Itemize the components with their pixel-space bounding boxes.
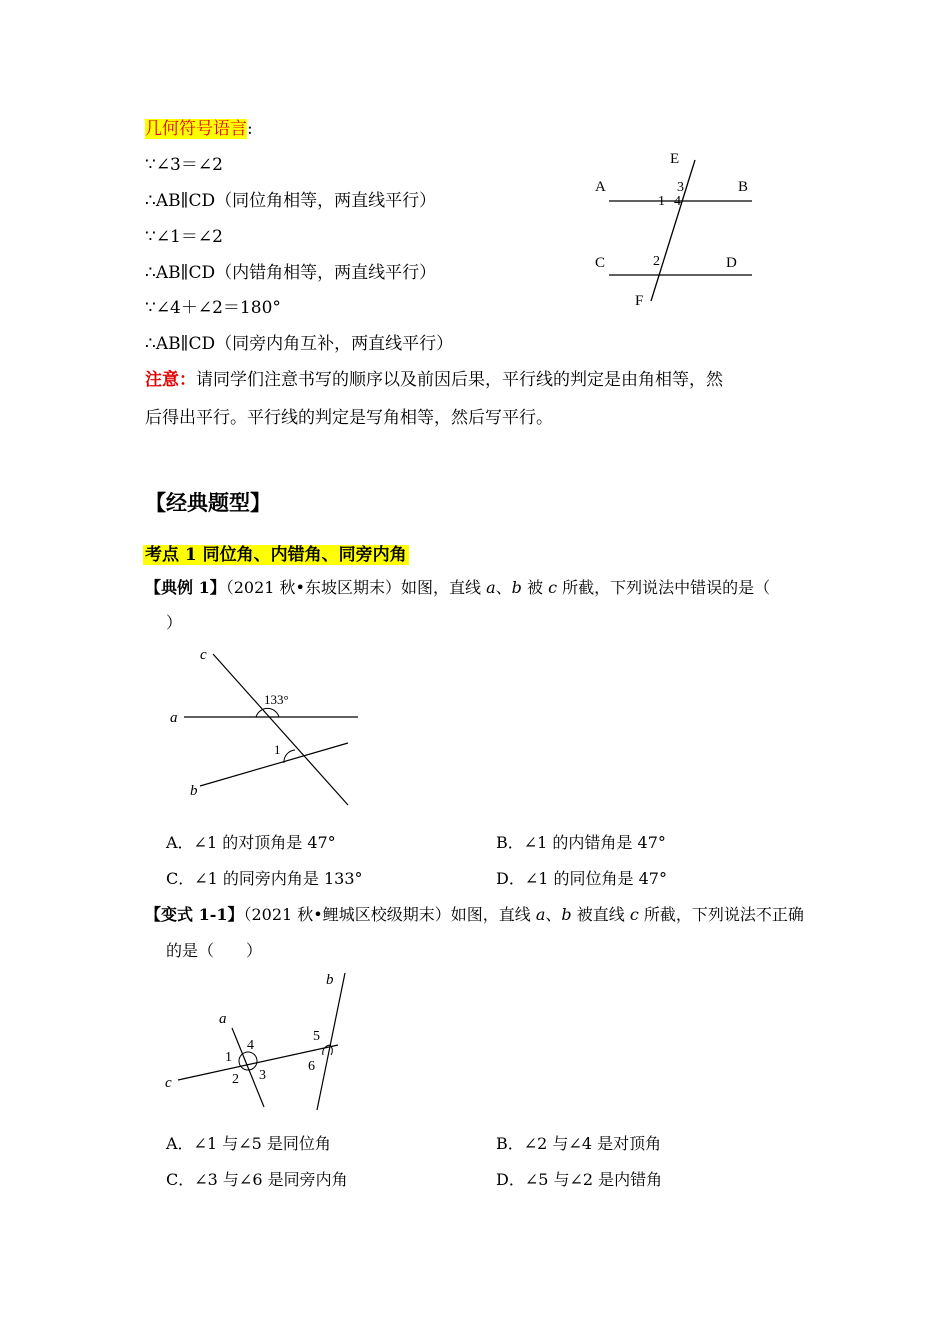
figure-variant1 — [160, 965, 360, 1120]
example1-text2: 被 — [521, 578, 549, 597]
fig3-angle-1: 1 — [225, 1050, 232, 1065]
intro-step-1: ∵∠3＝∠2 — [145, 155, 223, 175]
example1-var-b: b — [511, 578, 522, 597]
intro-step-4: ∴AB∥CD（内错角相等，两直线平行） — [145, 263, 437, 283]
fig3-label-b: b — [326, 972, 334, 988]
example1-option-b[interactable]: B．∠1 的内错角是 47° — [496, 833, 666, 852]
variant1-tag: 【变式 1-1】 — [145, 905, 244, 924]
note-line-2: 后得出平行。平行线的判定是写角相等，然后写平行。 — [145, 408, 553, 428]
fig3-label-a: a — [219, 1011, 227, 1027]
line-ef — [651, 160, 695, 301]
fig2-label-c: c — [200, 647, 207, 663]
fig1-label-d: D — [726, 255, 737, 271]
figure-example1 — [160, 640, 370, 815]
variant1-question-line1 — [145, 904, 804, 926]
note-text-1: 请同学们注意书写的顺序以及前因后果，平行线的判定是由角相等，然 — [196, 370, 723, 390]
intro-step-2: ∴AB∥CD（同位角相等，两直线平行） — [145, 191, 437, 211]
intro-step-3: ∵∠1＝∠2 — [145, 227, 223, 247]
variant1-var-c: c — [629, 905, 639, 924]
intro-step-6: ∴AB∥CD（同旁内角互补，两直线平行） — [145, 334, 454, 354]
variant1-var-b: b — [561, 905, 572, 924]
fig1-angle-1: 1 — [658, 194, 665, 209]
fig3-angle-2: 2 — [232, 1072, 239, 1087]
fig1-label-e: E — [670, 151, 680, 167]
fig3-angle-5: 5 — [313, 1029, 320, 1044]
intro-heading — [145, 118, 253, 140]
variant1-question-line2: 的是（ ） — [166, 941, 263, 960]
example1-text1: （2021 秋•东坡区期末）如图，直线 — [225, 578, 487, 597]
note-line-1 — [145, 369, 723, 391]
kaodian-title: 考点 1 同位角、内错角、同旁内角 — [145, 545, 407, 565]
example1-option-a[interactable]: A．∠1 的对顶角是 47° — [166, 833, 336, 852]
variant1-option-d[interactable]: D．∠5 与∠2 是内错角 — [496, 1170, 663, 1189]
line-c — [213, 654, 348, 805]
intro-label: 几何符号语言 — [145, 119, 247, 139]
fig1-label-c: C — [595, 255, 606, 271]
kaodian-heading — [143, 540, 409, 565]
arc-5-6 — [323, 1045, 333, 1055]
fig1-label-f: F — [635, 293, 644, 309]
note-label: 注意： — [145, 370, 196, 390]
intro-step-5: ∵∠4＋∠2＝180° — [145, 298, 281, 318]
line-b — [317, 973, 345, 1110]
variant1-text1: （2021 秋•鲤城区校级期末）如图，直线 — [243, 905, 536, 924]
example1-var-c: c — [548, 578, 558, 597]
example1-question-line2: ） — [166, 613, 183, 632]
fig3-angle-4: 4 — [247, 1038, 254, 1053]
example1-question-line1 — [145, 577, 770, 599]
fig3-angle-3: 3 — [259, 1068, 266, 1083]
variant1-option-c[interactable]: C．∠3 与∠6 是同旁内角 — [166, 1170, 348, 1189]
fig2-label-b: b — [190, 783, 198, 799]
figure-parallel-lines — [585, 142, 765, 312]
fig1-angle-3: 3 — [677, 180, 684, 195]
section-title: 【经典题型】 — [145, 490, 271, 515]
variant1-var-a: a — [535, 905, 546, 924]
variant1-option-b[interactable]: B．∠2 与∠4 是对顶角 — [496, 1134, 662, 1153]
intro-colon: : — [247, 119, 253, 139]
fig2-label-a: a — [170, 710, 178, 726]
example1-option-c[interactable]: C．∠1 的同旁内角是 133° — [166, 869, 363, 888]
variant1-text2: 被直线 — [571, 905, 630, 924]
fig3-label-c: c — [165, 1075, 172, 1091]
fig2-angle-133: 133° — [264, 692, 289, 707]
example1-var-a: a — [486, 578, 496, 597]
variant1-text3: 所截，下列说法不正确 — [638, 905, 804, 924]
example1-sep: 、 — [495, 578, 512, 597]
variant1-option-a[interactable]: A．∠1 与∠5 是同位角 — [166, 1134, 331, 1153]
fig1-angle-2: 2 — [653, 254, 660, 269]
fig1-angle-4: 4 — [674, 194, 681, 209]
fig1-label-b: B — [738, 179, 749, 195]
variant1-sep: 、 — [545, 905, 562, 924]
fig3-angle-6: 6 — [308, 1059, 315, 1074]
example1-tag: 【典例 1】 — [145, 578, 226, 597]
fig1-label-a: A — [595, 179, 606, 195]
example1-option-d[interactable]: D．∠1 的同位角是 47° — [496, 869, 667, 888]
example1-text3: 所截，下列说法中错误的是（ — [557, 578, 771, 597]
fig2-angle-1: 1 — [274, 742, 281, 757]
